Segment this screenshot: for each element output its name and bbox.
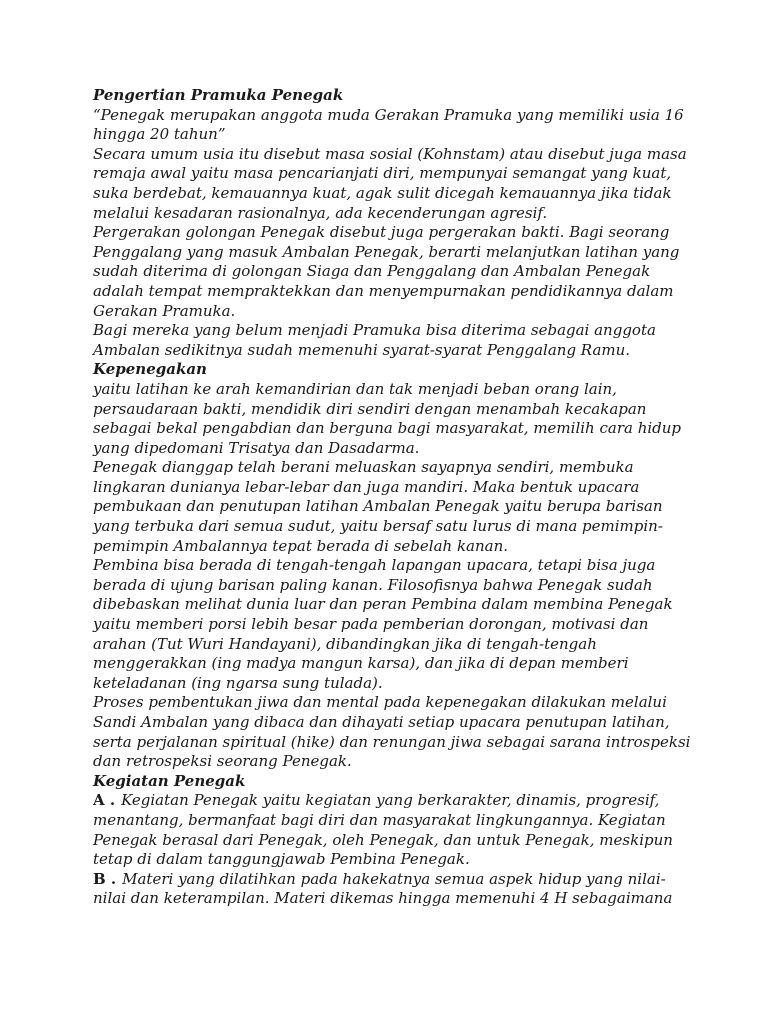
text-line: Penegak dianggap telah berani meluaskan sayapnya sendiri, membuka (93, 458, 634, 477)
text-line: remaja awal yaitu masa pencarianjati diri, mempunyai semangat yang kuat, (93, 164, 672, 183)
text-line: menggerakkan (ing madya mangun karsa), dan jika di depan memberi (93, 654, 629, 673)
text-line: sudah diterima di golongan Siaga dan Penggalang dan Ambalan Penegak (93, 262, 651, 281)
text-line: Materi yang dilatihkan pada hakekatnya semua aspek hidup yang nilai- (122, 869, 666, 888)
text-line: lingkaran dunianya lebar-lebar dan juga mandiri. Maka bentuk upacara (93, 477, 640, 496)
text-line: yang terbuka dari semua sudut, yaitu bersaf satu lurus di mana pemimpin- (93, 517, 663, 536)
text-line: Kegiatan Penegak yaitu kegiatan yang berkarakter, dinamis, progresif, (121, 791, 660, 810)
text-line: keteladanan (ing ngarsa sung tulada). (93, 673, 383, 692)
text-line: Penegak berasal dari Penegak, oleh Penegak, dan untuk Penegak, meskipun (93, 830, 673, 849)
text-line: Pembina bisa berada di tengah-tengah lapangan upacara, tetapi bisa juga (93, 556, 656, 575)
list-item-first-line (93, 791, 683, 811)
text-line: Gerakan Pramuka. (93, 301, 236, 320)
text-line: berada di ujung barisan paling kanan. Filosofisnya bahwa Penegak sudah (93, 575, 653, 594)
text-line: arahan (Tut Wuri Handayani), dibandingkan jika di tengah-tengah (93, 634, 597, 653)
text-line: Penggalang yang masuk Ambalan Penegak, berarti melanjutkan latihan yang (93, 242, 680, 261)
section-heading: Kepenegakan (93, 360, 207, 379)
text-line: yaitu latihan ke arah kemandirian dan tak menjadi beban orang lain, (93, 379, 617, 398)
text-line: Secara umum usia itu disebut masa sosial (Kohnstam) atau disebut juga masa (93, 144, 687, 163)
text-line: sebagai bekal pengabdian dan berguna bagi masyarakat, memilih cara hidup (93, 419, 682, 438)
section-heading: Pengertian Pramuka Penegak (93, 86, 344, 104)
text-line: serta perjalanan spiritual (hike) dan renungan jiwa sebagai sarana introspeksi (93, 732, 691, 751)
list-item-first-line (93, 870, 683, 890)
text-line: melalui kesadaran rasionalnya, ada kecenderungan agresif. (93, 203, 548, 222)
text-line: pembukaan dan penutupan latihan Ambalan Penegak yaitu berupa barisan (93, 497, 663, 516)
document-page (93, 86, 691, 909)
text-line: “Penegak merupakan anggota muda Gerakan Pramuka yang memiliki usia 16 (93, 105, 684, 124)
text-line: nilai dan keterampilan. Materi dikemas hingga memenuhi 4 H sebagaimana (93, 889, 673, 908)
list-marker: B . (93, 869, 117, 888)
text-line: tetap di dalam tanggungjawab Pembina Penegak. (93, 850, 470, 869)
text-line: yaitu memberi porsi lebih besar pada pemberian dorongan, motivasi dan (93, 615, 649, 634)
text-line: yang dipedomani Trisatya dan Dasadarma. (93, 438, 420, 457)
text-line: dan retrospeksi seorang Penegak. (93, 752, 352, 771)
text-line: persaudaraan bakti, mendidik diri sendiri dengan menambah kecakapan (93, 399, 647, 418)
text-line: hingga 20 tahun” (93, 125, 226, 144)
text-line: Ambalan sedikitnya sudah memenuhi syarat-syarat Penggalang Ramu. (93, 340, 631, 359)
section-heading: Kegiatan Penegak (93, 771, 246, 790)
text-line: adalah tempat mempraktekkan dan menyempurnakan pendidikannya dalam (93, 281, 674, 300)
text-line: suka berdebat, kemauannya kuat, agak sulit dicegah kemauannya jika tidak (93, 183, 672, 202)
list-marker: A . (93, 791, 116, 810)
text-line: Proses pembentukan jiwa dan mental pada kepenegakan dilakukan melalui (93, 693, 667, 712)
text-line: dibebaskan melihat dunia luar dan peran Pembina dalam membina Penegak (93, 595, 673, 614)
text-line: menantang, bermanfaat bagi diri dan masyarakat lingkungannya. Kegiatan (93, 810, 666, 829)
text-line: pemimpin Ambalannya tepat berada di sebelah kanan. (93, 536, 509, 555)
text-line: Bagi mereka yang belum menjadi Pramuka bisa diterima sebagai anggota (93, 321, 656, 340)
text-line: Pergerakan golongan Penegak disebut juga pergerakan bakti. Bagi seorang (93, 223, 670, 242)
text-line: Sandi Ambalan yang dibaca dan dihayati setiap upacara penutupan latihan, (93, 713, 670, 731)
